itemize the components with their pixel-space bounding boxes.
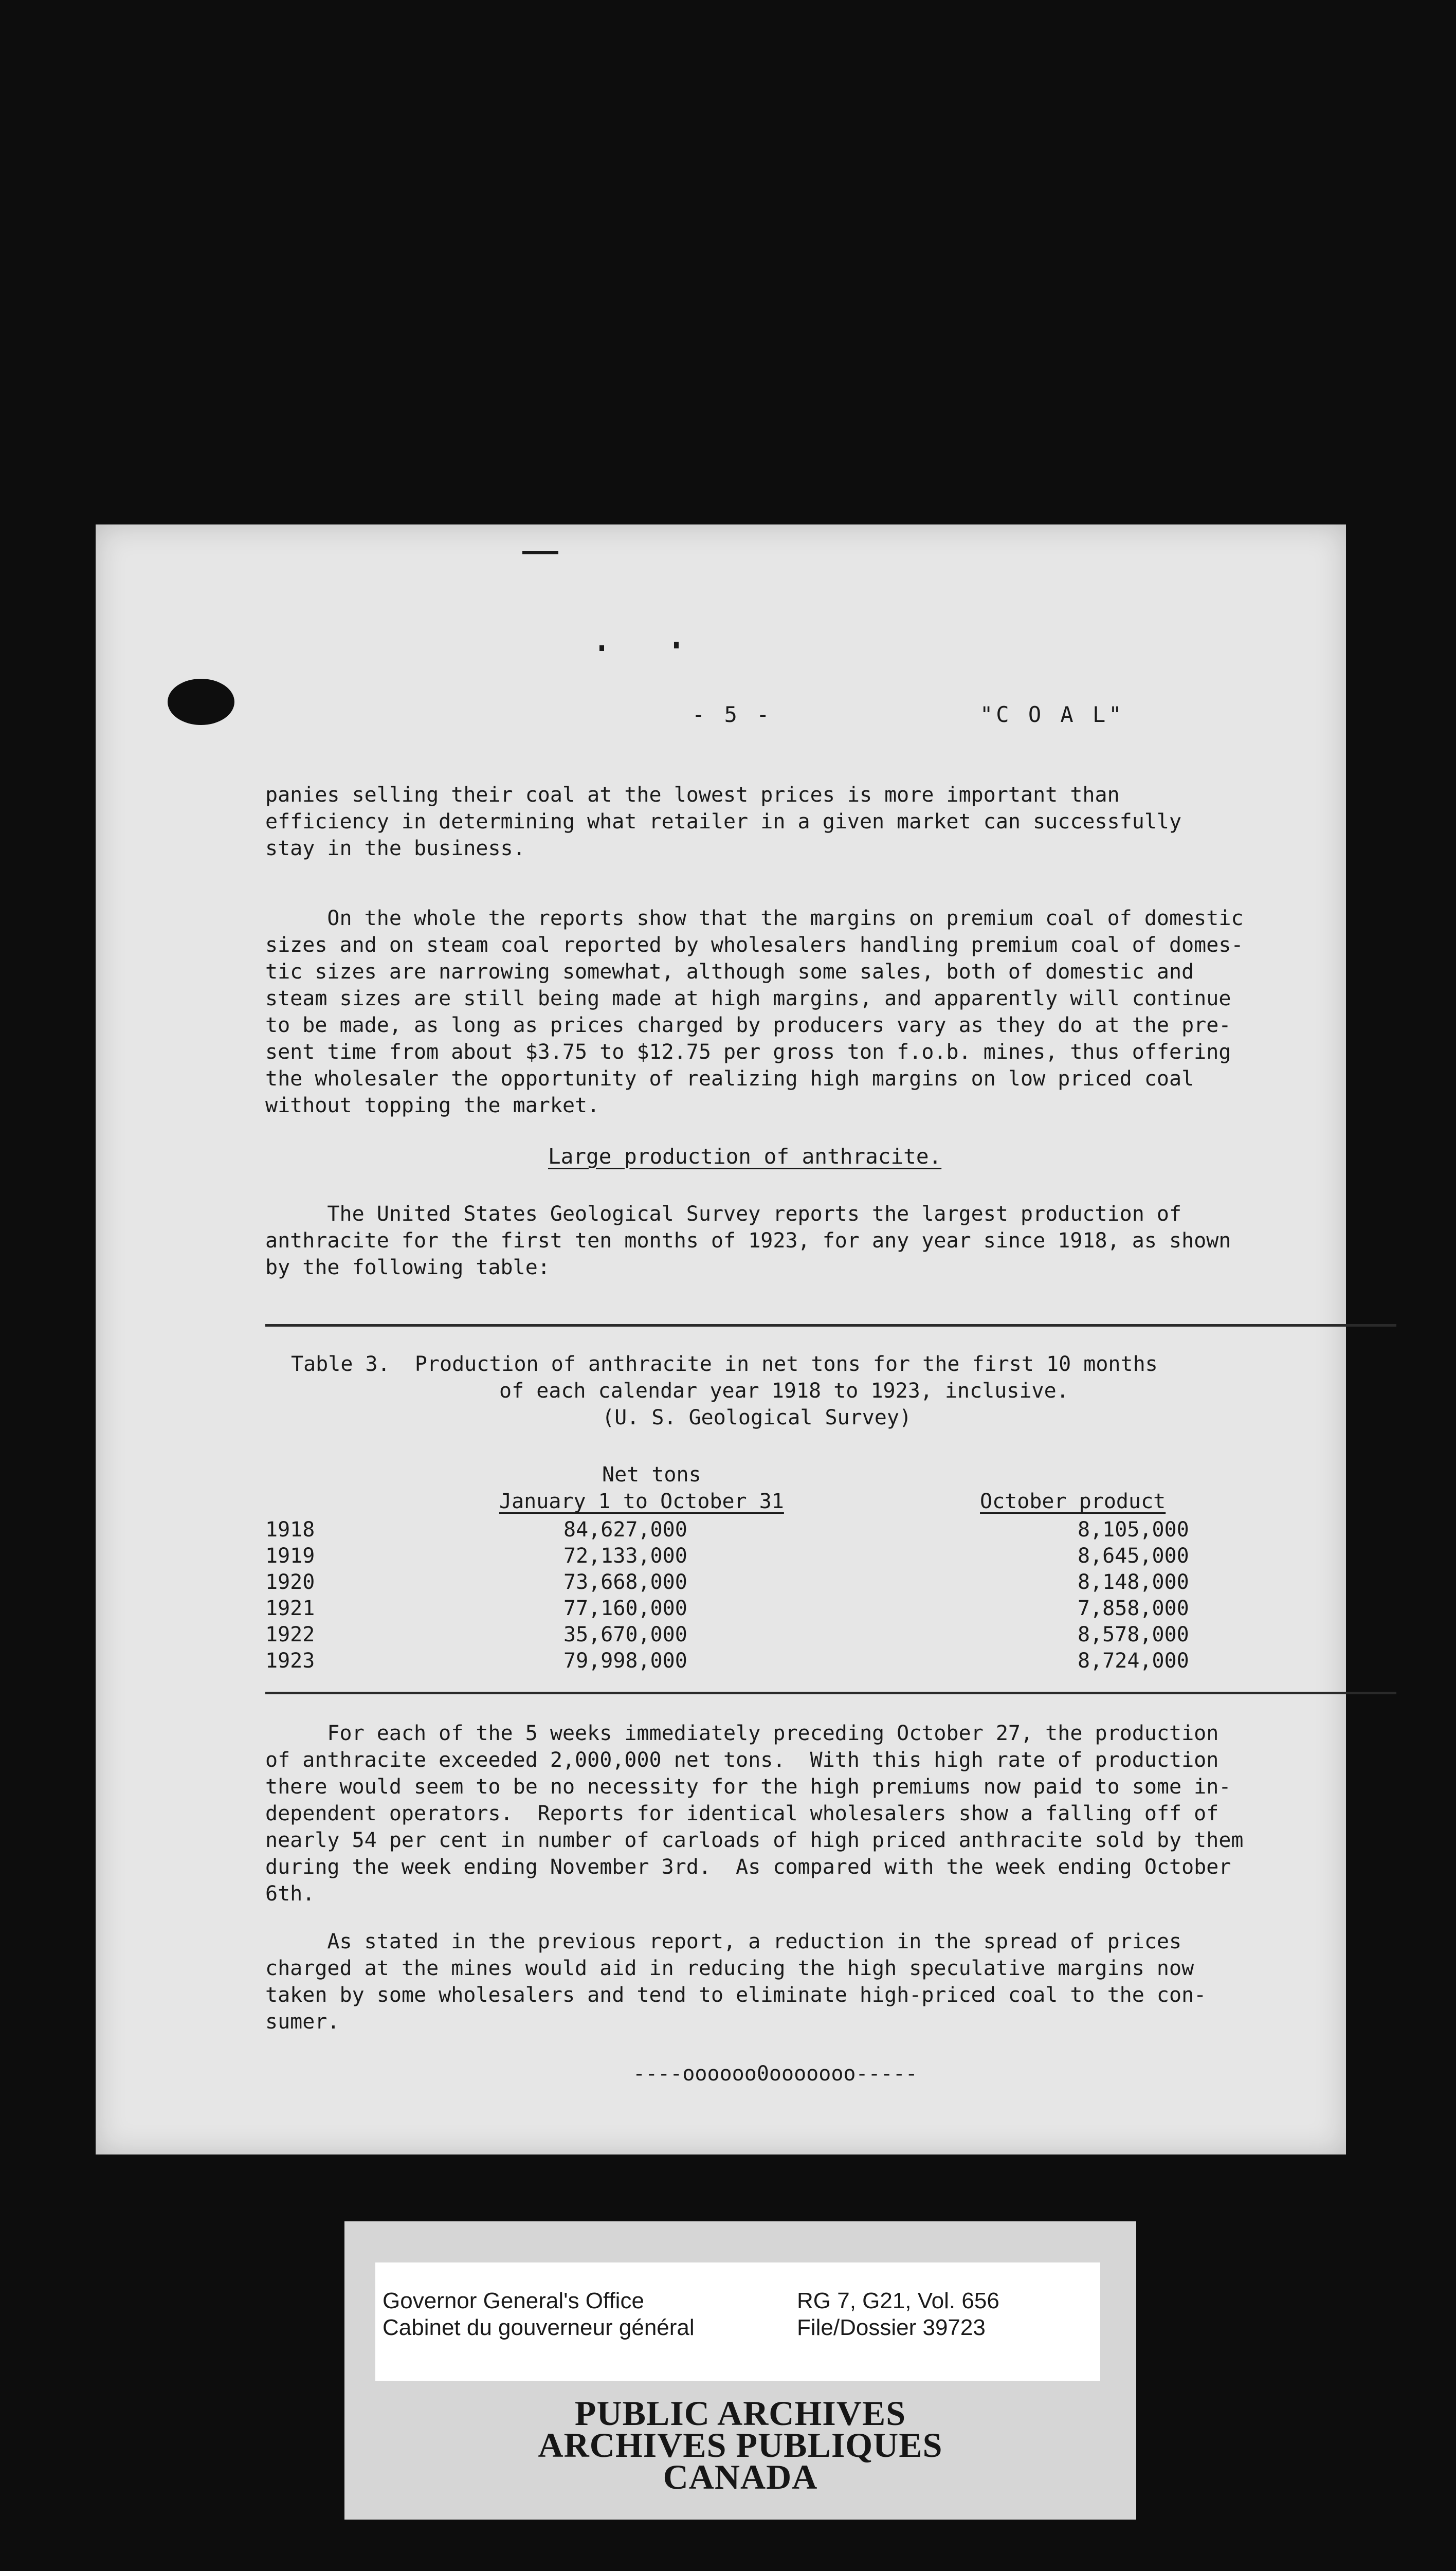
paragraph-continuation: panies selling their coal at the lowest prices is more important than efficiency in determining what retailer in a given market can successfully stay in the business.	[265, 783, 1182, 860]
running-title: "C O A L"	[980, 702, 1125, 727]
column-header-october: October product	[980, 1490, 1166, 1513]
table-top-rule	[265, 1324, 1396, 1327]
cell-year: 1923	[265, 1649, 315, 1673]
production-table	[265, 1517, 1294, 1674]
punch-hole	[168, 679, 234, 725]
table-caption-line-3: (U. S. Geological Survey)	[602, 1406, 912, 1429]
paragraph-margins: On the whole the reports show that the margins on premium coal of domestic sizes and on steam coal reported by wholesalers handling premium coal of domes- tic sizes are narrowing somewhat, although some sales, both of domestic and steam sizes are still being made at high margins, and apparently will continue to be made, as long as prices charged by producers vary as they do at the pre- sent time from about $3.75 to $12.75 per gross ton f.o.b. mines, thus offering the wholesaler the opportunity of realizing high margins on low priced coal without topping the market.	[265, 907, 1244, 1117]
paragraph-weekly-production: For each of the 5 weeks immediately preceding October 27, the production of anthracite exceeded 2,000,000 net tons. With this high rate of production there would seem to be no necessity for the high premiums now paid to some in- dependent operators. Reports for identical wholesalers show a falling off of nearly 54 per cent in number of carloads of high priced anthracite sold by them during the week ending November 3rd. As compared with the week ending October 6th.	[265, 1722, 1244, 1906]
cell-october-product: 8,724,000	[1078, 1649, 1189, 1673]
archives-stamp-line-3: CANADA	[663, 2457, 818, 2496]
document-page	[96, 524, 1346, 2154]
archives-stamp-line-2: ARCHIVES PUBLIQUES	[538, 2425, 943, 2465]
cell-october-product: 8,105,000	[1078, 1518, 1189, 1542]
cell-year: 1919	[265, 1544, 315, 1568]
ink-smudge	[522, 551, 558, 554]
cell-year: 1918	[265, 1518, 315, 1542]
cell-net-tons: 73,668,000	[563, 1570, 687, 1594]
table-row	[265, 1596, 1294, 1622]
table-row	[265, 1517, 1294, 1543]
table-row	[265, 1543, 1294, 1569]
paragraph-intro: The United States Geological Survey reports the largest production of anthracite for the first ten months of 1923, for any year since 1918, as shown by the following table:	[265, 1202, 1231, 1279]
table-bottom-rule	[265, 1692, 1396, 1694]
table-row	[265, 1569, 1294, 1596]
cell-october-product: 8,645,000	[1078, 1544, 1189, 1568]
cell-october-product: 8,578,000	[1078, 1623, 1189, 1646]
ink-dot	[599, 645, 604, 651]
cell-net-tons: 84,627,000	[563, 1518, 687, 1542]
net-tons-label: Net tons	[602, 1463, 701, 1487]
paragraph-closing: As stated in the previous report, a reduction in the spread of prices charged at the mines would aid in reducing the high speculative margins now taken by some wholesalers and tend to eliminate high-priced coal to the con- sumer.	[265, 1930, 1207, 2034]
column-header-period: January 1 to October 31	[499, 1490, 784, 1513]
office-english: Governor General's Office	[383, 2288, 644, 2313]
table-row	[265, 1648, 1294, 1674]
cell-october-product: 7,858,000	[1078, 1597, 1189, 1620]
cell-net-tons: 77,160,000	[563, 1597, 687, 1620]
record-group-reference: RG 7, G21, Vol. 656	[797, 2288, 999, 2313]
office-french: Cabinet du gouverneur général	[383, 2315, 695, 2340]
cell-october-product: 8,148,000	[1078, 1570, 1189, 1594]
cell-year: 1921	[265, 1597, 315, 1620]
ink-dot	[674, 642, 679, 648]
table-caption-line-1: Table 3. Production of anthracite in net tons for the first 10 months	[291, 1352, 1158, 1376]
cell-net-tons: 72,133,000	[563, 1544, 687, 1568]
page-number: - 5 -	[692, 702, 773, 727]
file-number: File/Dossier 39723	[797, 2315, 986, 2340]
archives-stamp-line-1: PUBLIC ARCHIVES	[574, 2394, 906, 2433]
cell-net-tons: 79,998,000	[563, 1649, 687, 1673]
cell-year: 1922	[265, 1623, 315, 1646]
section-heading: Large production of anthracite.	[548, 1144, 942, 1169]
end-mark: ----oooooo0ooooooo-----	[633, 2062, 918, 2086]
table-row	[265, 1622, 1294, 1648]
archive-label	[375, 2262, 1100, 2381]
cell-year: 1920	[265, 1570, 315, 1594]
table-caption-line-2: of each calendar year 1918 to 1923, inclusive.	[499, 1379, 1069, 1403]
cell-net-tons: 35,670,000	[563, 1623, 687, 1646]
